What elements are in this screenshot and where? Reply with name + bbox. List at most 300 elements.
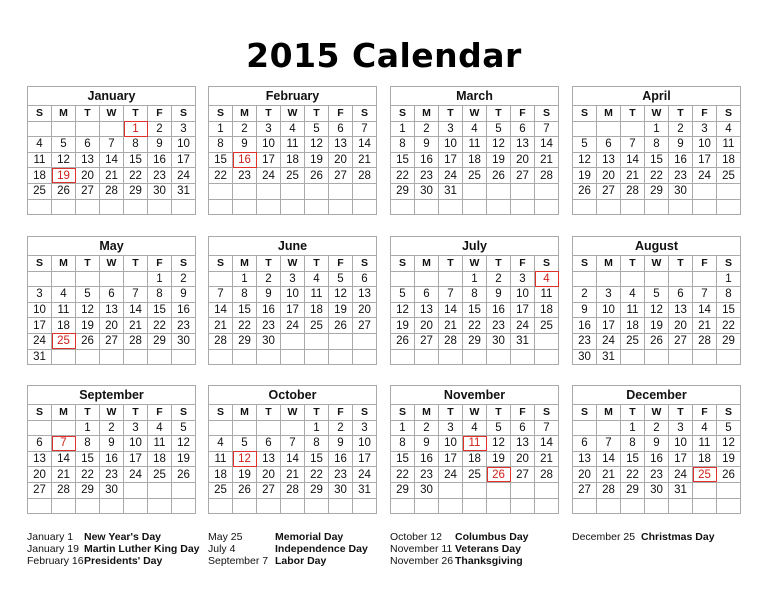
- holiday-day-cell: 25: [693, 467, 717, 483]
- day-cell: 27: [511, 467, 535, 483]
- weekday-label: F: [148, 106, 172, 122]
- weekday-label: F: [329, 106, 353, 122]
- day-cell: 25: [535, 318, 559, 334]
- empty-cell: [597, 199, 621, 215]
- month-december: [572, 385, 741, 514]
- empty-cell: [487, 498, 511, 514]
- day-cell: 23: [487, 318, 511, 334]
- day-cell: 31: [669, 482, 693, 498]
- day-cell: 26: [329, 318, 353, 334]
- day-cell: 26: [233, 482, 257, 498]
- holiday-day-cell: 4: [535, 271, 559, 287]
- empty-cell: [463, 199, 487, 215]
- empty-cell: [209, 199, 233, 215]
- empty-cell: [100, 271, 124, 287]
- day-cell: 23: [669, 168, 693, 184]
- day-cell: 6: [100, 287, 124, 303]
- day-cell: 16: [415, 152, 439, 168]
- day-cell: 21: [281, 467, 305, 483]
- week-row: [391, 482, 559, 498]
- day-cell: 23: [257, 318, 281, 334]
- day-cell: 5: [487, 420, 511, 436]
- day-cell: 25: [305, 318, 329, 334]
- empty-cell: [124, 199, 148, 215]
- day-cell: 15: [305, 451, 329, 467]
- day-cell: 16: [100, 451, 124, 467]
- day-cell: 30: [487, 333, 511, 349]
- day-cell: 16: [573, 318, 597, 334]
- empty-cell: [535, 183, 559, 199]
- day-cell: 11: [148, 436, 172, 452]
- empty-cell: [439, 199, 463, 215]
- weekday-label: W: [281, 405, 305, 421]
- day-cell: 14: [209, 302, 233, 318]
- day-cell: 22: [209, 168, 233, 184]
- weekday-label: M: [52, 106, 76, 122]
- day-cell: 13: [100, 302, 124, 318]
- weekday-label: F: [693, 106, 717, 122]
- week-row: [209, 420, 377, 436]
- empty-cell: [329, 349, 353, 365]
- week-row: [573, 199, 741, 215]
- empty-cell: [124, 271, 148, 287]
- weekday-label: S: [28, 106, 52, 122]
- day-cell: 28: [621, 183, 645, 199]
- day-cell: 24: [511, 318, 535, 334]
- day-cell: 9: [415, 436, 439, 452]
- day-cell: 10: [597, 302, 621, 318]
- day-cell: 29: [463, 333, 487, 349]
- empty-cell: [415, 271, 439, 287]
- empty-cell: [535, 482, 559, 498]
- day-cell: 7: [124, 287, 148, 303]
- month-july: [390, 236, 559, 365]
- holiday-column: [572, 532, 715, 544]
- day-cell: 15: [209, 152, 233, 168]
- week-row: [209, 121, 377, 137]
- day-cell: 27: [415, 333, 439, 349]
- empty-cell: [621, 199, 645, 215]
- day-cell: 23: [573, 333, 597, 349]
- holiday-name: Independence Day: [275, 542, 368, 555]
- week-row: [28, 436, 196, 452]
- day-cell: 20: [573, 467, 597, 483]
- empty-cell: [439, 349, 463, 365]
- holiday-day-cell: 26: [487, 467, 511, 483]
- day-cell: 20: [100, 318, 124, 334]
- day-cell: 7: [439, 287, 463, 303]
- day-cell: 23: [415, 168, 439, 184]
- day-cell: 27: [76, 183, 100, 199]
- day-cell: 14: [124, 302, 148, 318]
- day-cell: 27: [28, 482, 52, 498]
- day-cell: 6: [597, 137, 621, 153]
- month-name: June: [208, 236, 377, 255]
- weekday-label: T: [669, 106, 693, 122]
- day-cell: 14: [52, 451, 76, 467]
- day-cell: 11: [52, 302, 76, 318]
- day-cell: 27: [353, 318, 377, 334]
- day-cell: 19: [305, 152, 329, 168]
- day-cell: 20: [257, 467, 281, 483]
- day-cell: 23: [172, 318, 196, 334]
- weekday-label: M: [597, 256, 621, 272]
- day-cell: 23: [148, 168, 172, 184]
- holiday-entry: [27, 544, 200, 556]
- day-cell: 10: [124, 436, 148, 452]
- empty-cell: [415, 199, 439, 215]
- week-row: [573, 168, 741, 184]
- day-cell: 8: [391, 137, 415, 153]
- day-cell: 7: [281, 436, 305, 452]
- day-cell: 28: [535, 467, 559, 483]
- weekday-label: T: [76, 106, 100, 122]
- day-cell: 18: [305, 302, 329, 318]
- week-row: [28, 137, 196, 153]
- day-cell: 1: [717, 271, 741, 287]
- day-cell: 13: [76, 152, 100, 168]
- day-cell: 11: [621, 302, 645, 318]
- empty-cell: [693, 271, 717, 287]
- holiday-name: Memorial Day: [275, 531, 344, 543]
- day-cell: 28: [209, 333, 233, 349]
- empty-cell: [305, 349, 329, 365]
- weekday-label: F: [693, 256, 717, 272]
- empty-cell: [463, 482, 487, 498]
- day-cell: 21: [597, 467, 621, 483]
- empty-cell: [172, 482, 196, 498]
- day-cell: 16: [257, 302, 281, 318]
- day-cell: 21: [621, 168, 645, 184]
- week-row: [573, 482, 741, 498]
- day-cell: 25: [463, 168, 487, 184]
- day-cell: 17: [124, 451, 148, 467]
- empty-cell: [52, 121, 76, 137]
- weekday-label: T: [124, 106, 148, 122]
- day-cell: 29: [305, 482, 329, 498]
- weekday-label: F: [511, 405, 535, 421]
- day-cell: 16: [645, 451, 669, 467]
- day-cell: 5: [76, 287, 100, 303]
- empty-cell: [511, 482, 535, 498]
- day-cell: 30: [148, 183, 172, 199]
- empty-cell: [391, 349, 415, 365]
- week-row: [28, 482, 196, 498]
- weekday-label: S: [353, 106, 377, 122]
- empty-cell: [148, 199, 172, 215]
- day-cell: 24: [124, 467, 148, 483]
- day-cell: 9: [669, 137, 693, 153]
- week-row: [28, 152, 196, 168]
- weekday-label: S: [209, 405, 233, 421]
- day-cell: 30: [415, 183, 439, 199]
- week-row: [573, 451, 741, 467]
- day-cell: 15: [124, 152, 148, 168]
- empty-cell: [281, 349, 305, 365]
- week-row: [573, 420, 741, 436]
- day-cell: 4: [463, 420, 487, 436]
- weekday-label: M: [233, 405, 257, 421]
- holiday-day-cell: 1: [124, 121, 148, 137]
- day-cell: 11: [209, 451, 233, 467]
- day-cell: 15: [76, 451, 100, 467]
- weekday-label: T: [439, 106, 463, 122]
- empty-cell: [353, 498, 377, 514]
- day-cell: 4: [463, 121, 487, 137]
- week-row: [573, 302, 741, 318]
- day-cell: 19: [329, 302, 353, 318]
- day-cell: 22: [148, 318, 172, 334]
- day-cell: 21: [535, 152, 559, 168]
- weekday-label: S: [172, 405, 196, 421]
- empty-cell: [100, 121, 124, 137]
- week-row: [28, 168, 196, 184]
- day-cell: 14: [621, 152, 645, 168]
- day-cell: 19: [76, 318, 100, 334]
- empty-cell: [28, 199, 52, 215]
- day-cell: 8: [463, 287, 487, 303]
- empty-cell: [233, 349, 257, 365]
- day-cell: 2: [233, 121, 257, 137]
- weekday-label: S: [28, 405, 52, 421]
- day-cell: 3: [257, 121, 281, 137]
- empty-cell: [573, 199, 597, 215]
- day-cell: 6: [257, 436, 281, 452]
- day-cell: 3: [597, 287, 621, 303]
- weekday-label: T: [76, 405, 100, 421]
- week-row: [573, 271, 741, 287]
- empty-cell: [100, 349, 124, 365]
- empty-cell: [124, 498, 148, 514]
- empty-cell: [621, 271, 645, 287]
- day-cell: 12: [391, 302, 415, 318]
- month-name: May: [27, 236, 196, 255]
- holiday-name: Thanksgiving: [455, 554, 523, 567]
- day-cell: 8: [717, 287, 741, 303]
- day-cell: 5: [233, 436, 257, 452]
- week-row: [209, 152, 377, 168]
- day-cell: 9: [148, 137, 172, 153]
- day-cell: 9: [487, 287, 511, 303]
- holiday-date: July 4: [208, 542, 236, 555]
- empty-cell: [717, 199, 741, 215]
- week-row: [573, 349, 741, 365]
- day-cell: 11: [305, 287, 329, 303]
- empty-cell: [391, 199, 415, 215]
- empty-cell: [233, 420, 257, 436]
- weekday-label: W: [281, 106, 305, 122]
- day-cell: 26: [76, 333, 100, 349]
- day-cell: 11: [281, 137, 305, 153]
- empty-cell: [172, 349, 196, 365]
- day-cell: 8: [645, 137, 669, 153]
- empty-cell: [645, 199, 669, 215]
- day-cell: 24: [353, 467, 377, 483]
- empty-cell: [281, 420, 305, 436]
- day-cell: 21: [124, 318, 148, 334]
- day-cell: 8: [305, 436, 329, 452]
- weekday-label: T: [124, 405, 148, 421]
- weekday-label: W: [100, 106, 124, 122]
- day-cell: 2: [172, 271, 196, 287]
- day-cell: 5: [52, 137, 76, 153]
- day-cell: 28: [693, 333, 717, 349]
- empty-cell: [463, 183, 487, 199]
- empty-cell: [172, 498, 196, 514]
- empty-cell: [487, 199, 511, 215]
- empty-cell: [52, 420, 76, 436]
- weekday-label: M: [52, 256, 76, 272]
- day-cell: 19: [233, 467, 257, 483]
- week-row: [573, 436, 741, 452]
- month-may: [27, 236, 196, 365]
- empty-cell: [439, 498, 463, 514]
- day-cell: 21: [439, 318, 463, 334]
- day-cell: 20: [511, 152, 535, 168]
- empty-cell: [124, 349, 148, 365]
- day-cell: 1: [305, 420, 329, 436]
- day-cell: 1: [233, 271, 257, 287]
- day-cell: 1: [645, 121, 669, 137]
- day-cell: 25: [717, 168, 741, 184]
- weekday-label: M: [597, 106, 621, 122]
- day-cell: 27: [669, 333, 693, 349]
- empty-cell: [511, 498, 535, 514]
- day-cell: 8: [76, 436, 100, 452]
- week-row: [391, 199, 559, 215]
- weekday-label: W: [645, 106, 669, 122]
- day-cell: 17: [669, 451, 693, 467]
- month-name: January: [27, 86, 196, 105]
- day-cell: 8: [391, 436, 415, 452]
- month-september: [27, 385, 196, 514]
- weekday-label: F: [329, 405, 353, 421]
- weekday-label: S: [535, 256, 559, 272]
- weekday-label: S: [573, 106, 597, 122]
- weekday-label: W: [645, 405, 669, 421]
- empty-cell: [172, 199, 196, 215]
- empty-cell: [573, 271, 597, 287]
- day-cell: 13: [597, 152, 621, 168]
- empty-cell: [329, 333, 353, 349]
- empty-cell: [305, 333, 329, 349]
- day-cell: 13: [329, 137, 353, 153]
- empty-cell: [257, 183, 281, 199]
- week-row: [573, 121, 741, 137]
- empty-cell: [257, 420, 281, 436]
- day-cell: 22: [391, 168, 415, 184]
- day-cell: 24: [257, 168, 281, 184]
- week-row: [573, 137, 741, 153]
- day-cell: 28: [535, 168, 559, 184]
- empty-cell: [281, 333, 305, 349]
- day-cell: 24: [28, 333, 52, 349]
- holiday-date: February 16: [27, 554, 84, 567]
- empty-cell: [621, 121, 645, 137]
- day-cell: 10: [28, 302, 52, 318]
- week-row: [391, 333, 559, 349]
- day-cell: 14: [353, 137, 377, 153]
- empty-cell: [693, 349, 717, 365]
- empty-cell: [645, 271, 669, 287]
- day-cell: 31: [597, 349, 621, 365]
- day-cell: 14: [597, 451, 621, 467]
- empty-cell: [669, 199, 693, 215]
- weekday-label: S: [209, 106, 233, 122]
- day-cell: 5: [645, 287, 669, 303]
- day-cell: 8: [124, 137, 148, 153]
- empty-cell: [597, 420, 621, 436]
- empty-cell: [100, 199, 124, 215]
- day-cell: 13: [353, 287, 377, 303]
- weekday-label: S: [717, 405, 741, 421]
- day-cell: 12: [329, 287, 353, 303]
- empty-cell: [257, 498, 281, 514]
- empty-cell: [257, 349, 281, 365]
- empty-cell: [597, 271, 621, 287]
- day-cell: 19: [172, 451, 196, 467]
- week-row: [28, 302, 196, 318]
- day-cell: 26: [391, 333, 415, 349]
- empty-cell: [511, 349, 535, 365]
- week-row: [209, 318, 377, 334]
- day-cell: 24: [439, 467, 463, 483]
- empty-cell: [209, 349, 233, 365]
- week-row: [28, 333, 196, 349]
- day-cell: 15: [391, 152, 415, 168]
- day-cell: 19: [645, 318, 669, 334]
- day-cell: 10: [353, 436, 377, 452]
- day-cell: 15: [233, 302, 257, 318]
- month-name: September: [27, 385, 196, 404]
- day-cell: 25: [463, 467, 487, 483]
- day-cell: 25: [28, 183, 52, 199]
- empty-cell: [52, 498, 76, 514]
- day-cell: 6: [76, 137, 100, 153]
- day-cell: 18: [535, 302, 559, 318]
- empty-cell: [535, 498, 559, 514]
- empty-cell: [597, 121, 621, 137]
- day-cell: 13: [511, 436, 535, 452]
- day-cell: 19: [487, 451, 511, 467]
- day-cell: 12: [52, 152, 76, 168]
- day-cell: 30: [257, 333, 281, 349]
- day-cell: 11: [28, 152, 52, 168]
- day-cell: 6: [353, 271, 377, 287]
- weekday-label: T: [305, 106, 329, 122]
- weekday-label: T: [487, 106, 511, 122]
- day-cell: 12: [487, 436, 511, 452]
- weekday-label: S: [391, 106, 415, 122]
- day-cell: 28: [52, 482, 76, 498]
- page-title: 2015 Calendar: [246, 36, 522, 75]
- empty-cell: [487, 183, 511, 199]
- day-cell: 22: [463, 318, 487, 334]
- day-cell: 31: [511, 333, 535, 349]
- empty-cell: [28, 420, 52, 436]
- weekday-label: T: [257, 256, 281, 272]
- empty-cell: [621, 498, 645, 514]
- day-cell: 22: [391, 467, 415, 483]
- day-cell: 9: [100, 436, 124, 452]
- week-row: [391, 318, 559, 334]
- holiday-date: May 25: [208, 531, 243, 543]
- day-cell: 17: [693, 152, 717, 168]
- week-row: [573, 287, 741, 303]
- day-cell: 26: [172, 467, 196, 483]
- empty-cell: [439, 271, 463, 287]
- day-cell: 5: [329, 271, 353, 287]
